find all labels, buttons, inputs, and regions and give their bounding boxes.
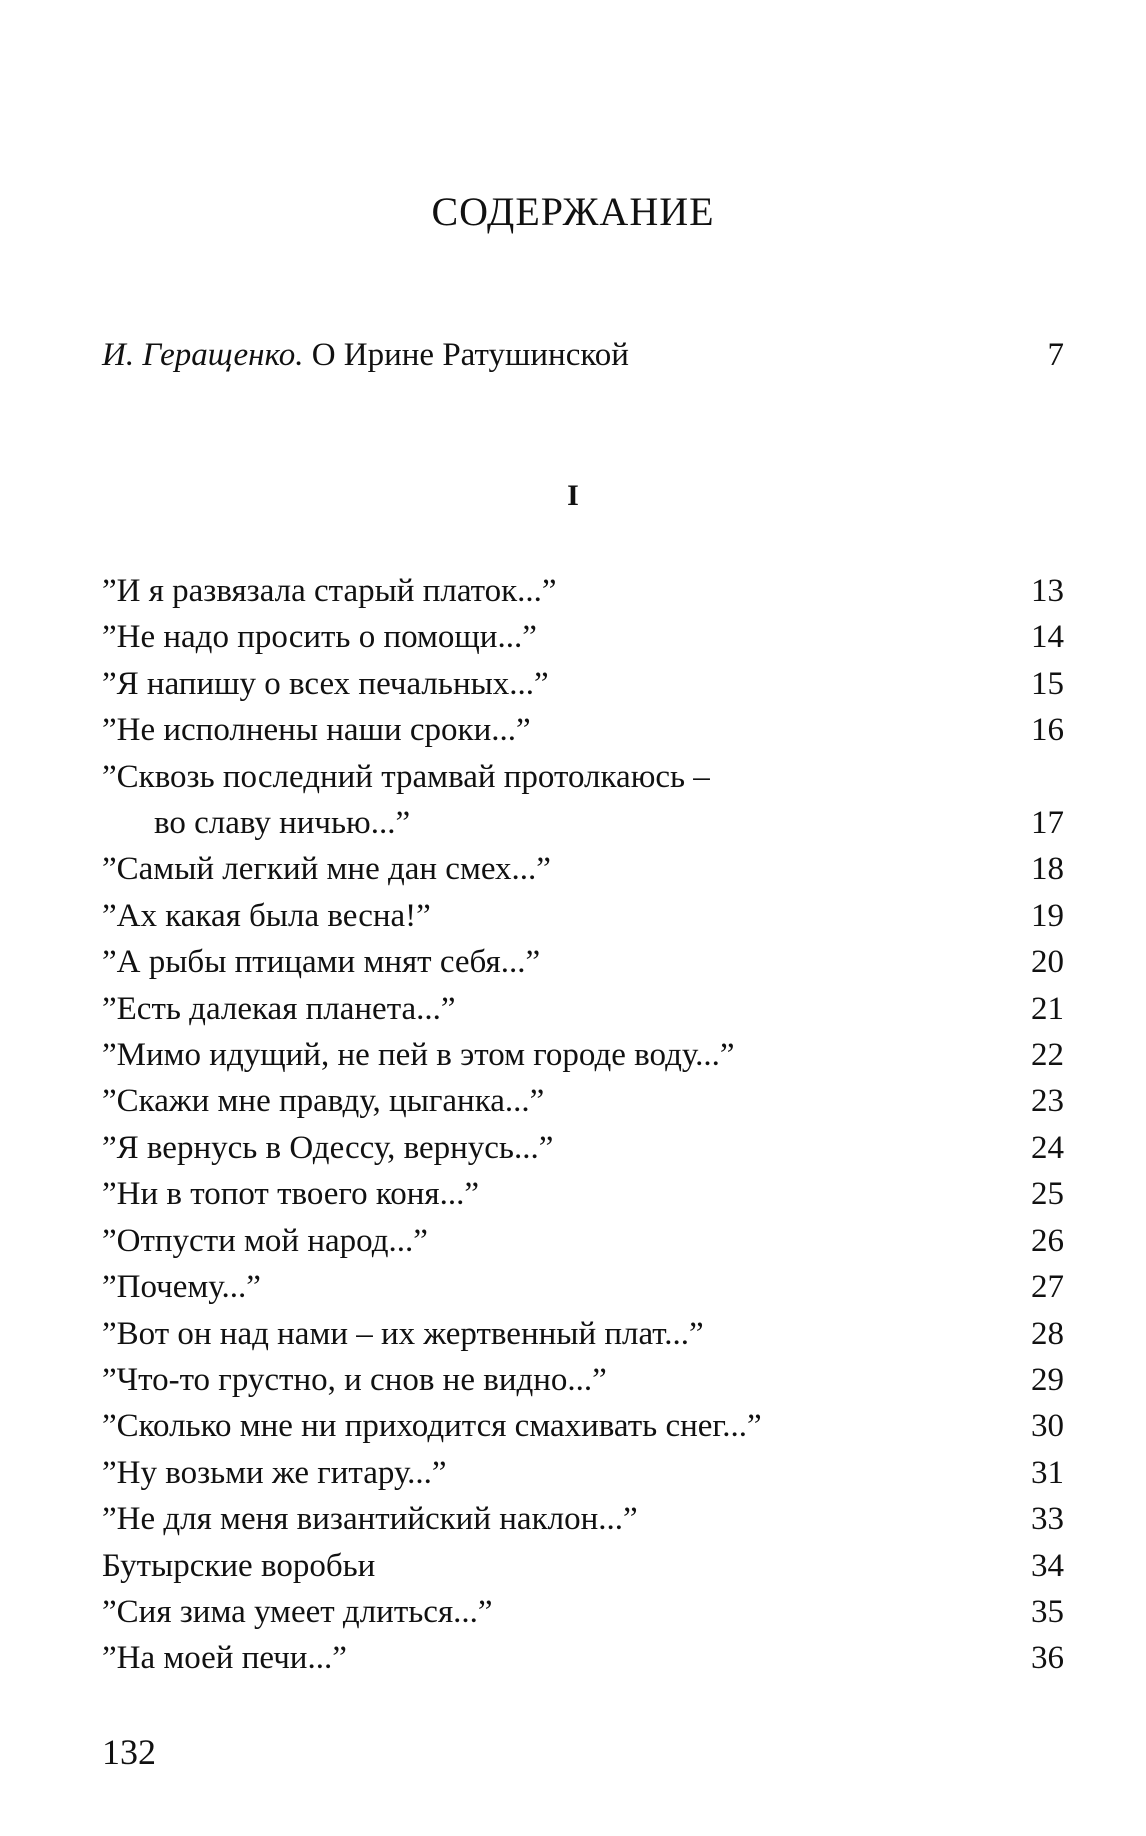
toc-entry: [102, 614, 1064, 660]
toc-entry-page: 28: [1031, 1315, 1064, 1352]
toc-entry-title: [102, 1589, 493, 1635]
toc-entry-title-line: ”Ах какая была весна!”: [102, 897, 431, 934]
toc-entry-title: [102, 893, 431, 939]
toc-entry-page: 23: [1031, 1083, 1064, 1120]
toc-entry-title-line: ”Не исполнены наши сроки...”: [102, 712, 531, 749]
toc-entry-title-line: ”Самый легкий мне дан смех...”: [102, 851, 551, 888]
intro-page: 7: [1047, 337, 1064, 373]
toc-entry: [102, 1032, 1064, 1078]
toc-entry: [102, 1264, 1064, 1310]
toc-entry-page: 27: [1031, 1269, 1064, 1306]
toc-entry-title: [102, 1218, 428, 1264]
toc-entry: [102, 568, 1064, 614]
toc-entry: [102, 986, 1064, 1032]
toc-entry-title-line: ”Мимо идущий, не пей в этом городе воду...”: [102, 1037, 735, 1074]
toc-entry-title-line: ”Сколько мне ни приходится смахивать снег...”: [102, 1408, 762, 1445]
toc-list: [102, 568, 1064, 1682]
toc-entry: [102, 1171, 1064, 1217]
toc-entry-title: [102, 754, 710, 847]
toc-entry: [102, 1078, 1064, 1124]
toc-entry-page: 24: [1031, 1129, 1064, 1166]
toc-entry-title-line: ”Сия зима умеет длиться...”: [102, 1593, 493, 1630]
toc-entry-title: [102, 614, 537, 660]
toc-entry-page: 31: [1031, 1454, 1064, 1491]
toc-entry-page: 33: [1031, 1501, 1064, 1538]
toc-entry-title-continuation: во славу ничью...”: [154, 805, 411, 842]
toc-entry-title-line: ”Скажи мне правду, цыганка...”: [102, 1083, 545, 1120]
toc-entry-title-line: ”Что-то грустно, и снов не видно...”: [102, 1361, 607, 1398]
toc-entry-page: 25: [1031, 1176, 1064, 1213]
toc-entry-title-line: ”И я развязала старый платок...”: [102, 573, 557, 609]
toc-entry-page: 29: [1031, 1361, 1064, 1398]
toc-entry: [102, 1311, 1064, 1357]
toc-entry-page: 30: [1031, 1408, 1064, 1445]
toc-entry-page: 16: [1031, 712, 1064, 749]
toc-entry-title-line: ”Не надо просить о помощи...”: [102, 619, 537, 656]
toc-entry: [102, 1635, 1064, 1681]
toc-entry-page: 26: [1031, 1222, 1064, 1259]
toc-entry: [102, 1543, 1064, 1589]
section-number: I: [567, 479, 579, 512]
toc-entry: [102, 661, 1064, 707]
toc-entry-page: 13: [1031, 573, 1064, 609]
toc-entry-title: [102, 986, 456, 1032]
toc-entry: [102, 754, 1064, 847]
toc-entry-page: 20: [1031, 944, 1064, 981]
toc-entry-title: [102, 1496, 638, 1542]
intro-entry: [102, 334, 1064, 376]
toc-entry: [102, 846, 1064, 892]
page-number: 132: [102, 1732, 156, 1772]
toc-entry-title: [102, 1450, 447, 1496]
toc-entry-title: [102, 1264, 261, 1310]
toc-entry: [102, 707, 1064, 753]
toc-entry-page: 18: [1031, 851, 1064, 888]
toc-entry-title: [102, 846, 551, 892]
intro-text: [102, 334, 629, 376]
toc-entry-page: 17: [1031, 805, 1064, 842]
toc-entry-title-line: ”А рыбы птицами мнят себя...”: [102, 944, 541, 981]
toc-entry: [102, 1496, 1064, 1542]
page-title: СОДЕРЖАНИЕ: [431, 189, 715, 234]
toc-entry-page: 19: [1031, 897, 1064, 934]
toc-entry-page: 15: [1031, 665, 1064, 702]
toc-entry: [102, 1125, 1064, 1171]
toc-entry-title-line: ”Отпусти мой народ...”: [102, 1222, 428, 1259]
toc-entry-title: [102, 1403, 762, 1449]
toc-entry-title: [102, 1125, 553, 1171]
toc-entry-title: [102, 1543, 375, 1589]
toc-entry-title-line: ”Я вернусь в Одессу, вернусь...”: [102, 1129, 554, 1166]
toc-entry: [102, 1357, 1064, 1403]
toc-entry-title-line: ”Не для меня византийский наклон...”: [102, 1501, 638, 1538]
intro-title: О Ирине Ратушинской: [311, 337, 629, 373]
toc-entry-page: 36: [1031, 1640, 1064, 1677]
toc-entry: [102, 1589, 1064, 1635]
toc-entry-page: 34: [1031, 1547, 1064, 1584]
toc-entry-title-line: ”Я напишу о всех печальных...”: [102, 665, 549, 702]
toc-entry: [102, 939, 1064, 985]
toc-entry-title: [102, 1171, 479, 1217]
toc-entry-title: [102, 1635, 347, 1681]
toc-entry-title: [102, 939, 540, 985]
toc-entry-title-line: ”Ну возьми же гитару...”: [102, 1454, 447, 1491]
toc-entry-title-line: ”Сквозь последний трамвай протолкаюсь –: [102, 758, 710, 795]
toc-entry-title: [102, 1357, 607, 1403]
toc-entry-title-line: ”Вот он над нами – их жертвенный плат...”: [102, 1315, 704, 1352]
toc-entry-title: [102, 1078, 544, 1124]
toc-entry: [102, 1450, 1064, 1496]
toc-entry-title-line: ”На моей печи...”: [102, 1640, 347, 1677]
toc-entry: [102, 1403, 1064, 1449]
intro-author: И. Геращенко.: [102, 337, 304, 373]
toc-entry-page: 14: [1031, 619, 1064, 656]
toc-entry-title-line: Бутырские воробьи: [102, 1547, 376, 1584]
toc-entry-title-line: ”Есть далекая планета...”: [102, 990, 456, 1027]
toc-entry-page: 22: [1031, 1037, 1064, 1074]
toc-entry-title: [102, 1032, 734, 1078]
toc-entry-title-line: ”Почему...”: [102, 1269, 261, 1306]
toc-entry-page: 21: [1031, 990, 1064, 1027]
toc-entry-title: [102, 707, 531, 753]
toc-entry-title: [102, 661, 549, 707]
toc-entry-title-line: ”Ни в топот твоего коня...”: [102, 1176, 479, 1213]
toc-entry: [102, 1218, 1064, 1264]
toc-entry: [102, 893, 1064, 939]
toc-entry-page: 35: [1031, 1593, 1064, 1630]
toc-entry-title: [102, 568, 557, 614]
toc-entry-title: [102, 1311, 704, 1357]
